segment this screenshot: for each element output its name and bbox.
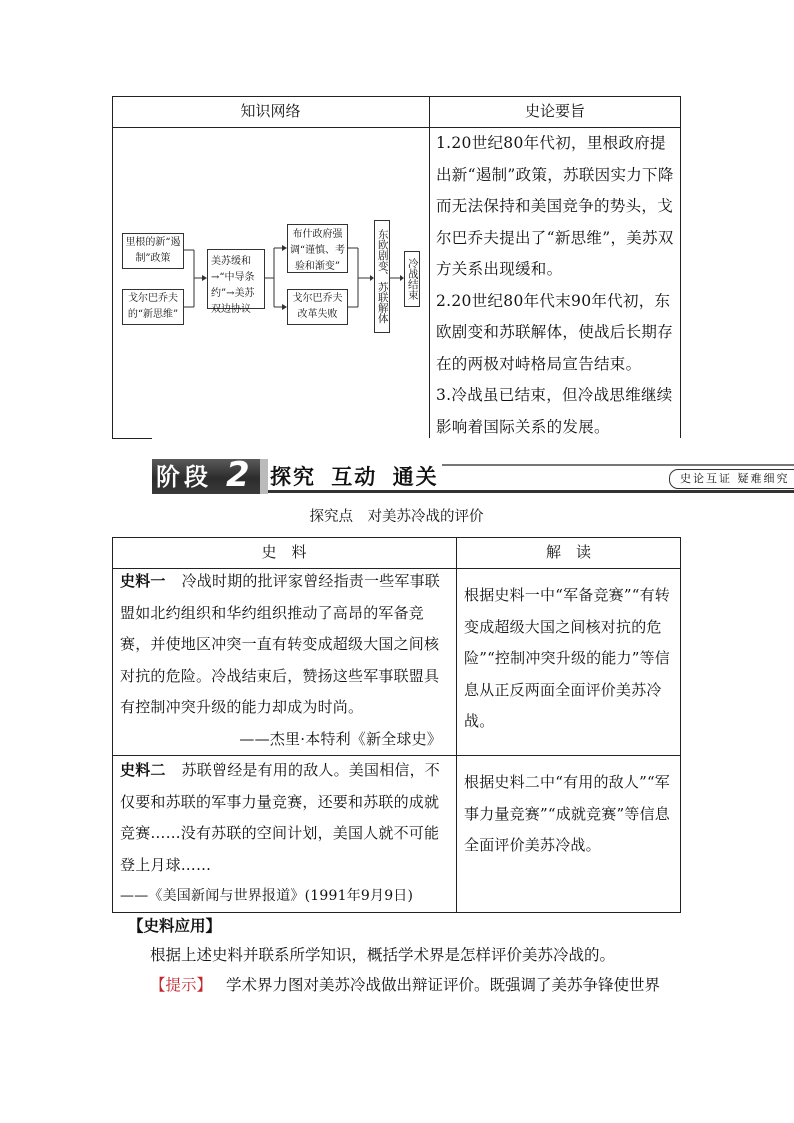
source-2-citation: ——《美国新闻与世界报道》(1991年9月9日): [120, 888, 414, 904]
knowledge-table: [112, 96, 681, 438]
source-1: [120, 566, 450, 755]
key-point-1: 1.20世纪80年代初，里根政府提出新“遏制”政策，苏联因实力下降而无法保持和美国竞争的势头，戈尔巴乔夫提出了“新思维”，美苏双方关系出现缓和。: [436, 134, 674, 278]
key-point-3: 3.冷战虽已结束，但冷战思维继续影响着国际关系的发展。: [436, 386, 673, 436]
key-points-header: 史论要旨: [524, 102, 585, 120]
hint-text: 学术界力图对美苏冷战做出辩证评价。既强调了美苏争锋使世界: [226, 976, 661, 994]
reading-2: 根据史料二中“有用的敌人”“军事力量竞赛”“成就竞赛”等信息全面评价美苏冷战。: [464, 773, 671, 854]
sources-header: 史 料: [261, 543, 307, 561]
knowledge-network-header: 知识网络: [240, 102, 301, 120]
banner-accent: [260, 459, 268, 494]
stage-word: 阶段: [156, 463, 212, 491]
banner-top-rule: [442, 464, 794, 466]
application-question: 根据上述史料并联系所学知识，概括学术界是怎样评价美苏冷战的。: [150, 946, 616, 964]
stage-tag: 史论互证 疑难细究: [669, 469, 794, 489]
source-1-label: 史料一: [120, 572, 166, 590]
east-europe-upheaval-box: 东欧剧变、苏联解体: [374, 220, 390, 333]
banner-bottom-rule: [268, 490, 794, 493]
table1-right-rule: [680, 96, 681, 438]
stage-number: 2: [226, 455, 250, 495]
reform-failure-box: 戈尔巴乔夫改革失败: [287, 289, 348, 325]
table2-mid-rule: [456, 537, 457, 913]
gorbachev-new-thinking-box: 戈尔巴乔夫的“新思维”: [122, 289, 184, 325]
inquiry-title: 探究点 对美苏冷战的评价: [309, 509, 484, 525]
interpretation-header: 解 读: [545, 543, 591, 561]
source-2-text: 苏联曾经是有用的敌人。美国相信，不仅要和苏联的军事力量竞赛，还要和苏联的成就竞赛……没有苏联的空间计划，美国人就不可能登上月球……: [120, 761, 441, 874]
bush-policy-box: 布什政府强调“谨慎、考验和渐变”: [287, 224, 348, 273]
table2-left-rule: [112, 537, 113, 913]
table2-right-rule: [680, 537, 681, 913]
cold-war-end-box: 冷战结束: [404, 251, 420, 307]
hint-label: 【提示】: [150, 976, 213, 994]
key-points: [436, 128, 676, 443]
source-2-label: 史料二: [120, 761, 166, 779]
key-point-2: 2.20世纪80年代末90年代初，东欧剧变和苏联解体，使战后长期存在的两极对峙格局宣告结束。: [436, 291, 674, 373]
stage-title: 探究 互动 通关: [270, 465, 439, 489]
table1-bottom-stub: [112, 438, 152, 439]
reagan-policy-box: 里根的新“遏制”政策: [122, 233, 184, 269]
stage-banner: [152, 455, 794, 495]
reading-1: 根据史料一中“军备竞赛”“有转变成超级大国之间核对抗的危险”“控制冲突升级的能力”等信息从正反两面全面评价美苏冷战。: [464, 586, 671, 730]
table1-mid-rule: [429, 96, 430, 438]
knowledge-diagram: [112, 127, 429, 438]
source-table: [112, 537, 681, 913]
application-heading: 【史料应用】: [128, 916, 222, 935]
hint-line: [150, 971, 710, 999]
detente-box: 美苏缓和→“中导条约”→美苏双边协议: [207, 249, 265, 309]
source-1-text: 冷战时期的批评家曾经指责一些军事联盟如北约组织和华约组织推动了高昂的军备竞赛，并使地区冲突一直有转变成超级大国之间核对抗的危险。冷战结束后，赞扬这些军事联盟具有控制冲突升级的能力却成为时尚。: [120, 572, 441, 716]
source-2: [120, 755, 450, 913]
source-1-citation: ——杰里·本特利《新全球史》: [239, 729, 442, 748]
